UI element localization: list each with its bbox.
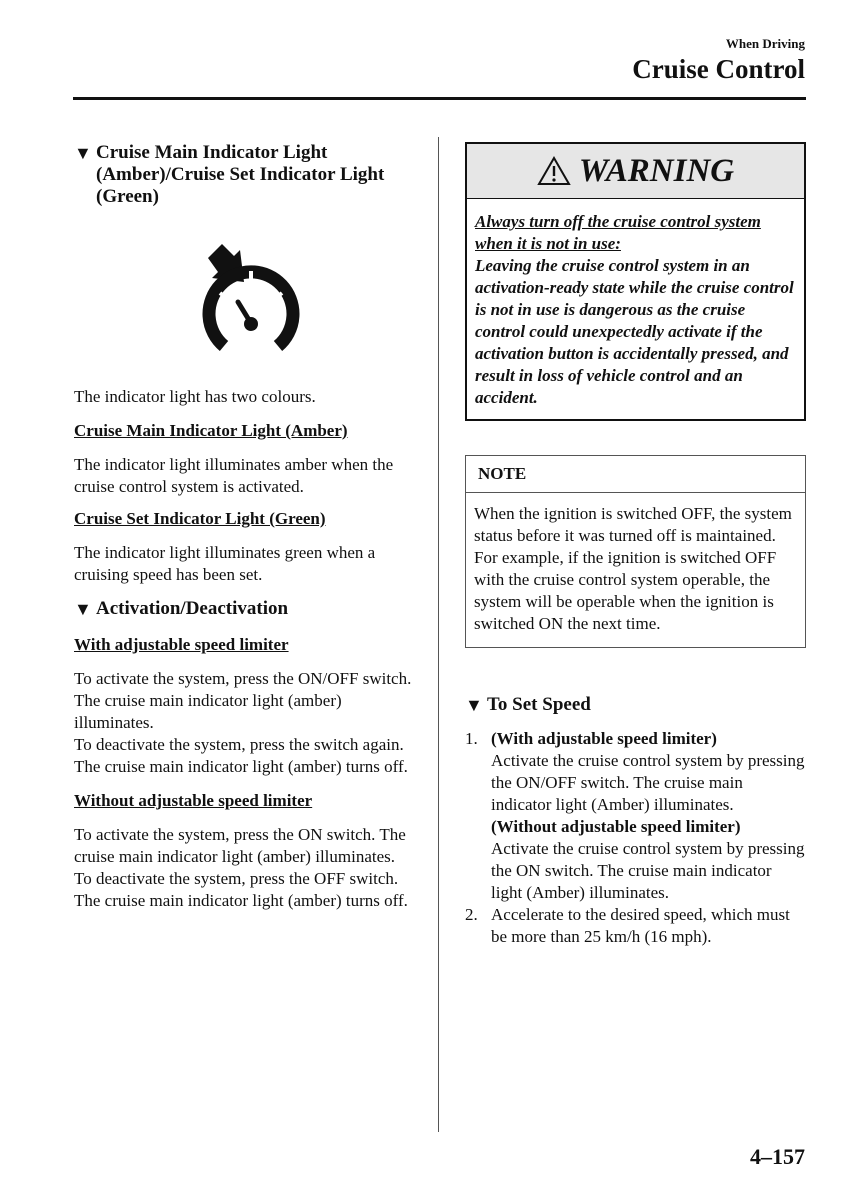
- list-item: [465, 728, 806, 904]
- page-number: 4–157: [750, 1144, 805, 1169]
- header-rule: [73, 97, 806, 100]
- step1-without-label: (Without adjustable speed limiter): [491, 817, 741, 836]
- heading-activation: ▼ Activation/Deactivation: [74, 598, 289, 619]
- with-line-3: The cruise main indicator light (amber) turns off.: [74, 757, 408, 776]
- with-line-2: To deactivate the system, press the switch again.: [74, 735, 404, 754]
- step1-with-label: (With adjustable speed limiter): [491, 729, 717, 748]
- triangle-bullet-icon: ▼: [465, 695, 483, 715]
- intro-text: The indicator light has two colours.: [74, 387, 316, 406]
- heading-indicator-lights: ▼ Cruise Main Indicator Light (Amber)/Cruise Set Indicator Light (Green): [74, 142, 385, 207]
- note-title: NOTE: [466, 456, 805, 493]
- warning-lead: Always turn off the cruise control system when it is not in use:: [475, 212, 761, 253]
- warning-header: [467, 144, 804, 199]
- green-text: The indicator light illuminates green when a cruising speed has been set.: [74, 543, 376, 584]
- amber-text: The indicator light illuminates amber when the cruise control system is activated.: [74, 455, 394, 496]
- warning-box: [465, 142, 806, 421]
- triangle-bullet-icon: ▼: [74, 599, 92, 619]
- subheading-without-limiter: Without adjustable speed limiter: [74, 791, 313, 810]
- subheading-amber: Cruise Main Indicator Light (Amber): [74, 421, 348, 440]
- left-column: [74, 142, 419, 912]
- without-line-1: To activate the system, press the ON switch. The cruise main indicator light (amber) illuminates.: [74, 825, 406, 866]
- step1-with-text: Activate the cruise control system by pressing the ON/OFF switch. The cruise main indicator light (Amber) illuminates.: [491, 751, 805, 814]
- step1-without-text: Activate the cruise control system by pressing the ON switch. The cruise main indicator light (Amber) illuminates.: [491, 839, 805, 902]
- step2-text: Accelerate to the desired speed, which must be more than 25 km/h (16 mph).: [491, 905, 790, 946]
- warning-triangle-icon: [537, 156, 571, 186]
- subheading-green: Cruise Set Indicator Light (Green): [74, 509, 326, 528]
- subheading-with-limiter: With adjustable speed limiter: [74, 635, 289, 654]
- step-number: 2.: [465, 905, 478, 924]
- step-number: 1.: [465, 729, 478, 748]
- heading-set-speed: ▼ To Set Speed: [465, 694, 591, 715]
- cruise-control-speedometer-icon: [194, 238, 304, 358]
- triangle-bullet-icon: ▼: [74, 143, 92, 163]
- note-text: When the ignition is switched OFF, the system status before it was turned off is maintained. For example, if the ignition is switched OFF with the cruise control system operable, the system will be operable when the ignition is switched ON the next time.: [474, 504, 792, 633]
- warning-body: [467, 199, 804, 419]
- set-speed-steps: [465, 728, 806, 948]
- without-line-2: To deactivate the system, press the OFF switch.: [74, 869, 399, 888]
- warning-text: Leaving the cruise control system in an activation-ready state while the cruise control is not in use is dangerous as the cruise control could unexpectedly activate if the activation button is accidentally pressed, and result in loss of vehicle control and an accident.: [475, 256, 794, 407]
- with-line-1: To activate the system, press the ON/OFF switch. The cruise main indicator light (amber) illuminates.: [74, 669, 412, 732]
- column-divider: [438, 137, 439, 1132]
- section-title: Cruise Control: [632, 54, 805, 84]
- chapter-title: When Driving: [725, 36, 805, 51]
- list-item: [465, 904, 806, 948]
- page-header: [632, 36, 805, 85]
- note-box: [465, 455, 806, 648]
- warning-title: WARNING: [578, 153, 735, 189]
- without-line-3: The cruise main indicator light (amber) turns off.: [74, 891, 408, 910]
- right-column: [465, 142, 806, 948]
